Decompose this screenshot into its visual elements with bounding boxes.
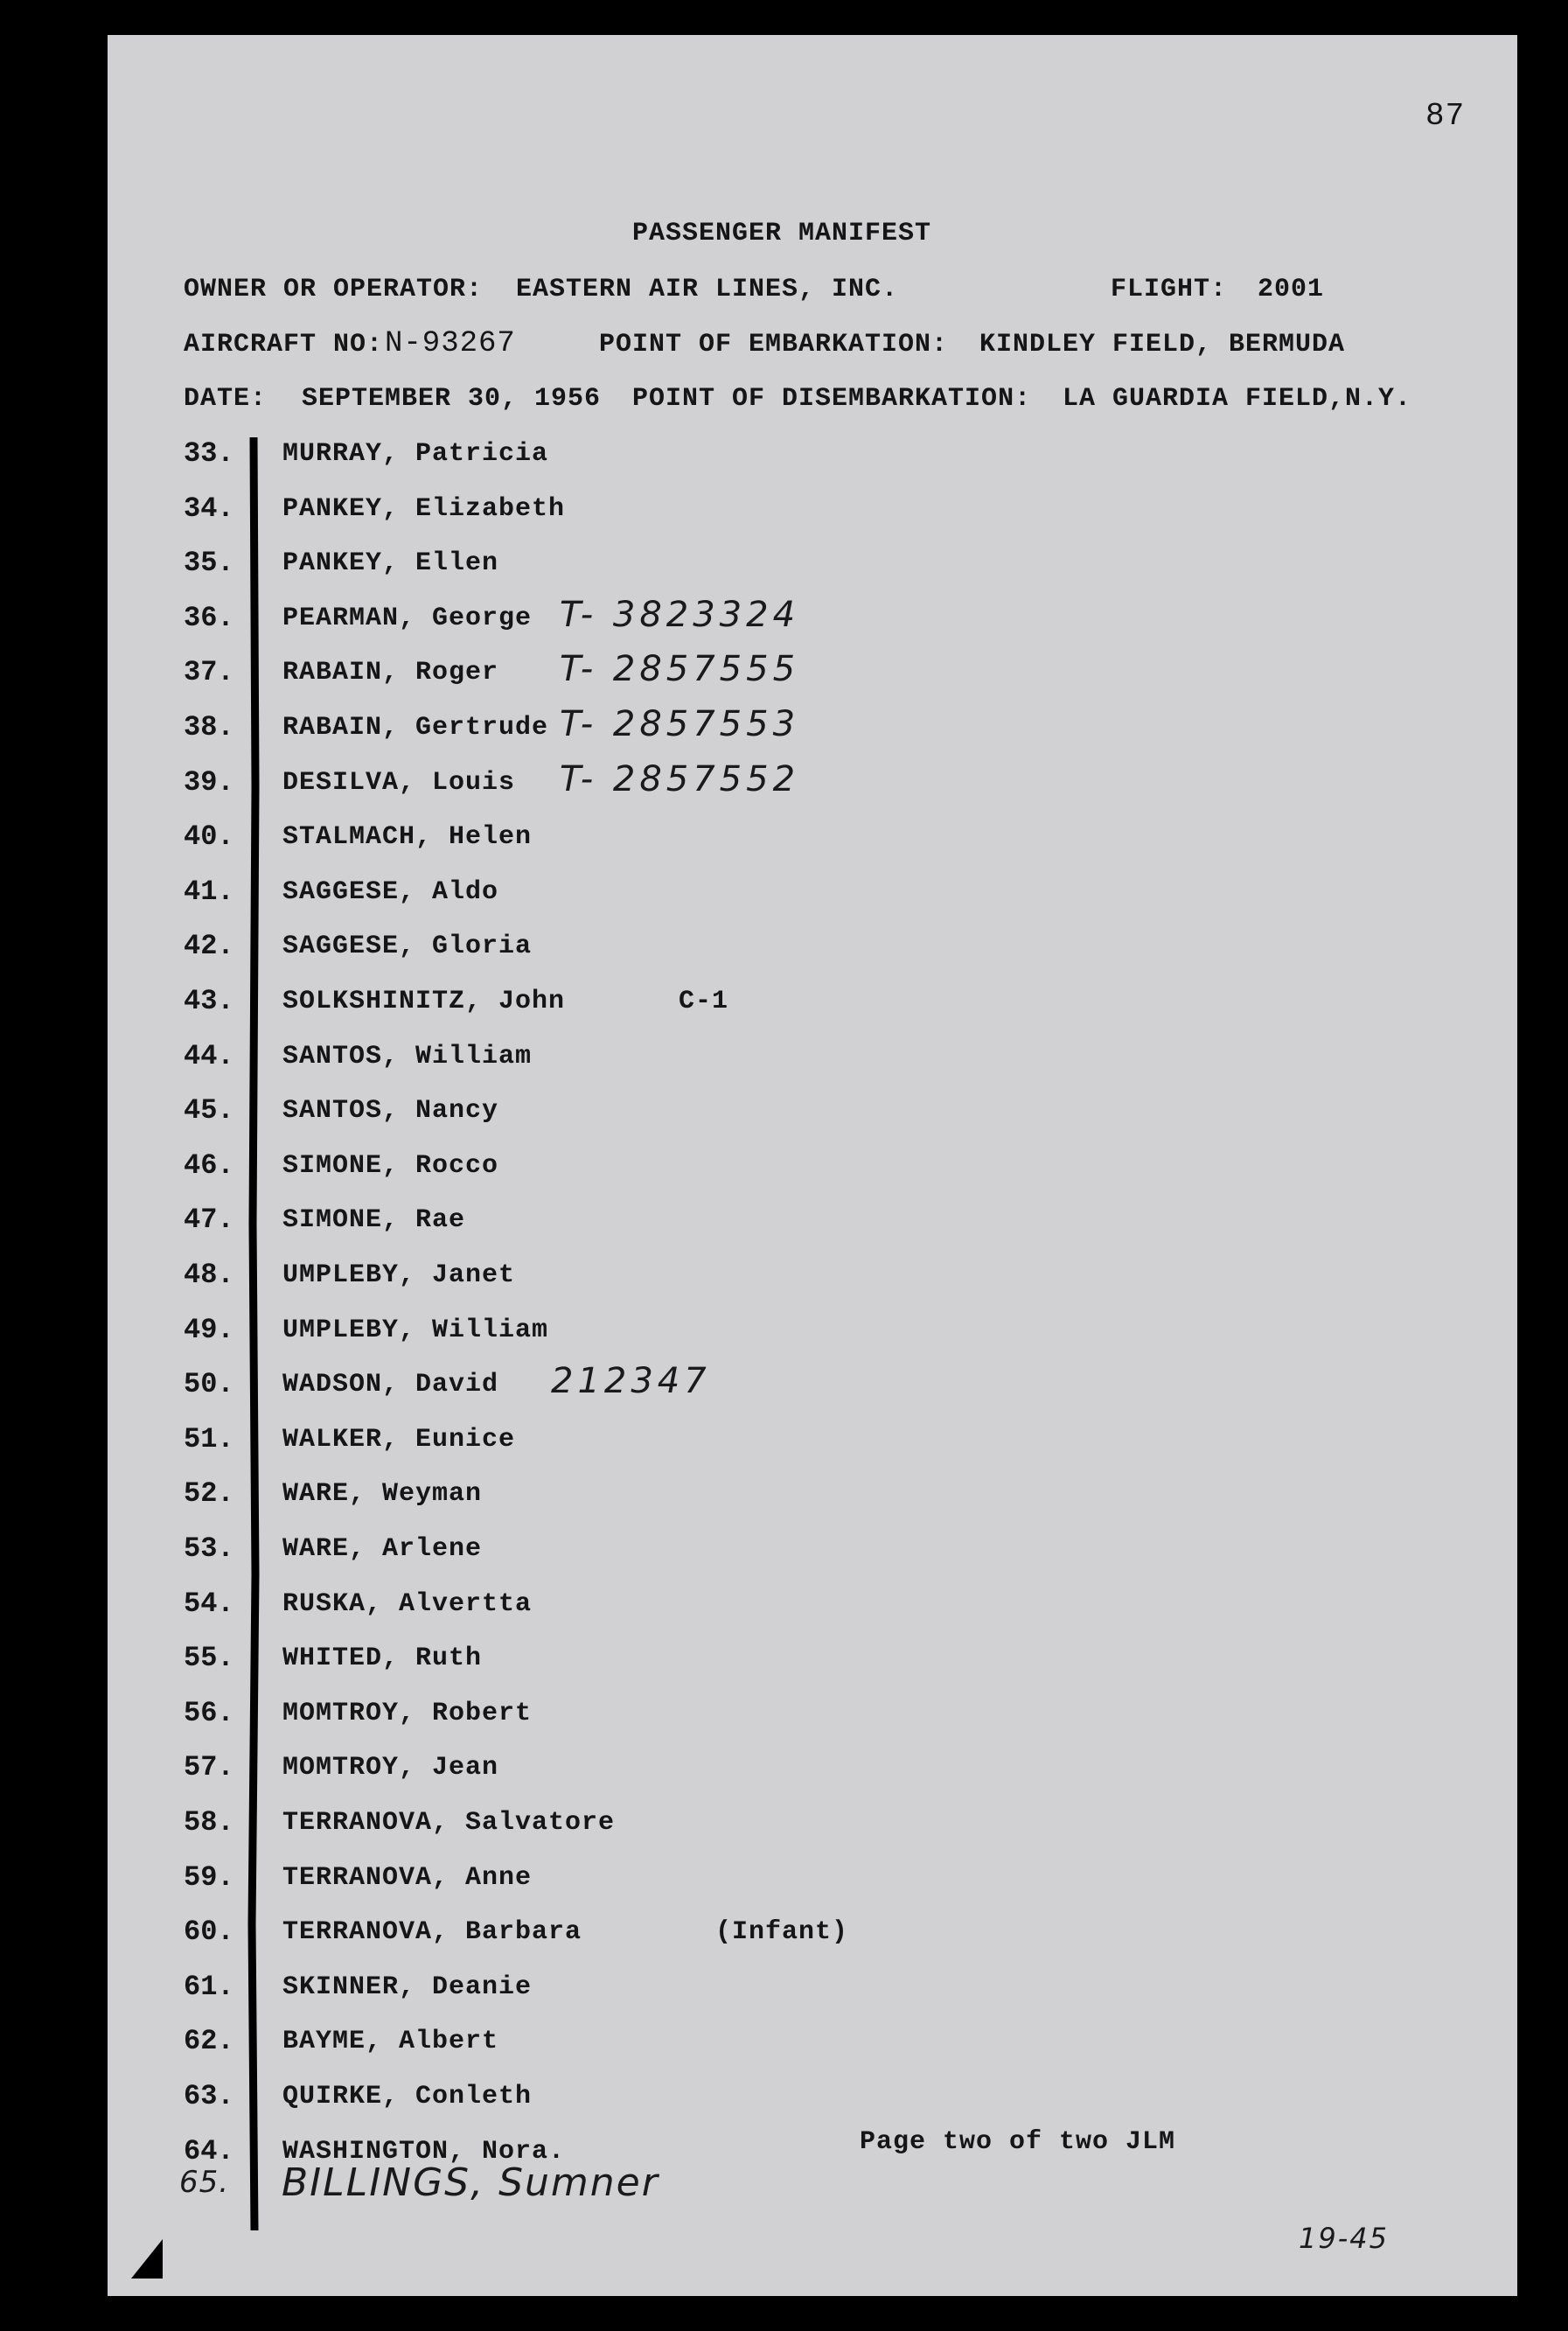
passenger-number: 57. [184,1751,234,1783]
passenger-number: 45. [184,1094,234,1127]
passenger-number: 52. [184,1477,234,1510]
passenger-name: SIMONE, Rae [282,1205,466,1235]
passenger-name: SAGGESE, Gloria [282,932,533,961]
passenger-name: TERRANOVA, Salvatore [282,1808,616,1838]
passenger-number: 42. [184,930,234,962]
passenger-name: PANKEY, Ellen [282,548,499,578]
passenger-name: PEARMAN, George [282,604,533,633]
passenger-name: WASHINGTON, Nora. [282,2137,566,2167]
passenger-name: DESILVA, Louis [282,768,516,798]
flight-value: 2001 [1258,275,1325,304]
handwritten-number: 212347 [551,1361,711,1401]
passenger-name: RUSKA, Alvertta [282,1589,533,1619]
date-value: SEPTEMBER 30, 1956 [302,384,602,414]
corner-note: 19-45 [1299,2222,1389,2255]
passenger-name: TERRANOVA, Barbara [282,1917,582,1947]
handwritten-entry-name: BILLINGS, Sumner [282,2160,659,2205]
passenger-name: TERRANOVA, Anne [282,1863,533,1893]
passenger-number: 38. [184,711,234,743]
passenger-number: 64. [184,2135,234,2167]
passenger-name: QUIRKE, Conleth [282,2082,533,2111]
disembarkation-value: LA GUARDIA FIELD,N.Y. [1063,384,1412,414]
passenger-number: 58. [184,1806,234,1839]
footer-note: Page two of two JLM [860,2127,1176,2157]
bracket-line [247,437,260,2230]
passenger-name: SIMONE, Rocco [282,1151,499,1181]
passenger-number: 53. [184,1532,234,1565]
passenger-name: MOMTROY, Jean [282,1753,499,1783]
handwritten-number: T- 2857553 [560,704,800,744]
folded-corner [131,2239,163,2279]
passenger-name: WARE, Arlene [282,1534,483,1564]
passenger-number: 44. [184,1040,234,1072]
passenger-name: BAYME, Albert [282,2027,499,2056]
passenger-name: MURRAY, Patricia [282,439,549,469]
owner-value: EASTERN AIR LINES, INC. [516,275,899,304]
owner-label: OWNER OR OPERATOR: [184,275,484,304]
handwritten-number: T- 2857555 [560,649,800,689]
passenger-note: (Infant) [715,1917,849,1947]
passenger-number: 37. [184,656,234,688]
passenger-number: 35. [184,547,234,579]
passenger-name: WALKER, Eunice [282,1425,516,1455]
aircraft-label: AIRCRAFT NO: [184,330,384,359]
passenger-number: 56. [184,1697,234,1729]
document-title: PASSENGER MANIFEST [632,219,932,248]
passenger-number: 41. [184,876,234,908]
passenger-number: 46. [184,1149,234,1182]
passenger-number: 61. [184,1971,234,2003]
passenger-number: 63. [184,2080,234,2112]
passenger-number: 51. [184,1423,234,1455]
passenger-number: 43. [184,985,234,1017]
date-label: DATE: [184,384,268,414]
passenger-number: 49. [184,1314,234,1346]
passenger-note: C-1 [679,987,729,1016]
handwritten-number: T- 2857552 [560,759,800,799]
passenger-name: SANTOS, William [282,1042,533,1071]
passenger-number: 50. [184,1368,234,1400]
embarkation-value: KINDLEY FIELD, BERMUDA [979,330,1346,359]
passenger-number: 39. [184,766,234,799]
passenger-number: 34. [184,492,234,525]
passenger-number: 33. [184,437,234,470]
passenger-name: SANTOS, Nancy [282,1096,499,1126]
handwritten-entry-number: 65. [179,2165,230,2200]
passenger-name: MOMTROY, Robert [282,1699,533,1728]
passenger-name: WARE, Weyman [282,1479,483,1509]
passenger-name: SAGGESE, Aldo [282,877,499,907]
page-number: 87 [1425,98,1466,134]
passenger-name: PANKEY, Elizabeth [282,494,566,524]
embarkation-label: POINT OF EMBARKATION: [599,330,949,359]
passenger-number: 48. [184,1259,234,1291]
passenger-number: 40. [184,820,234,853]
passenger-name: WADSON, David [282,1370,499,1399]
flight-label: FLIGHT: [1111,275,1228,304]
passenger-number: 54. [184,1588,234,1620]
passenger-name: STALMACH, Helen [282,822,533,852]
passenger-name: RABAIN, Gertrude [282,713,549,743]
passenger-number: 47. [184,1204,234,1236]
handwritten-number: T- 3823324 [560,595,800,635]
passenger-name: WHITED, Ruth [282,1644,483,1673]
passenger-number: 60. [184,1916,234,1948]
passenger-number: 62. [184,2025,234,2057]
passenger-name: SOLKSHINITZ, John [282,987,566,1016]
passenger-name: UMPLEBY, William [282,1316,549,1345]
passenger-name: SKINNER, Deanie [282,1972,533,2002]
aircraft-value: N-93267 [385,327,516,360]
passenger-name: UMPLEBY, Janet [282,1260,516,1290]
passenger-number: 59. [184,1861,234,1894]
passenger-name: RABAIN, Roger [282,658,499,687]
passenger-number: 55. [184,1642,234,1674]
disembarkation-label: POINT OF DISEMBARKATION: [632,384,1032,414]
passenger-number: 36. [184,602,234,634]
